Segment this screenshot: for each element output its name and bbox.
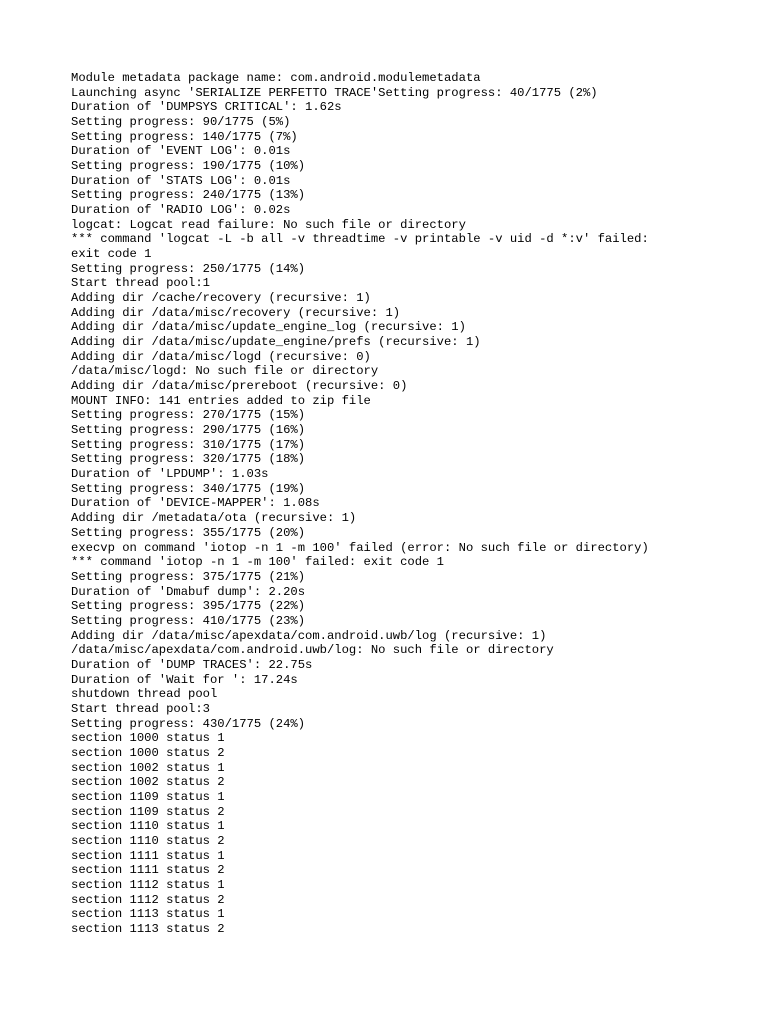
log-line: Duration of 'RADIO LOG': 0.02s xyxy=(71,203,291,218)
log-line: Duration of 'Wait for ': 17.24s xyxy=(71,672,298,687)
log-line: Launching async 'SERIALIZE PERFETTO TRACE'Setting progress: 40/1775 (2%) xyxy=(71,85,598,100)
log-line: Setting progress: 190/1775 (10%) xyxy=(71,159,306,174)
log-line: section 1000 status 1 xyxy=(71,731,225,746)
log-line: Setting progress: 270/1775 (15%) xyxy=(71,408,306,423)
log-line: Setting progress: 240/1775 (13%) xyxy=(71,188,306,203)
log-line: Adding dir /data/misc/recovery (recursive: 1) xyxy=(71,305,401,320)
log-line: /data/misc/logd: No such file or directory xyxy=(71,364,379,379)
log-line: MOUNT INFO: 141 entries added to zip file xyxy=(71,393,371,408)
log-line: section 1000 status 2 xyxy=(71,745,225,760)
log-line: section 1112 status 1 xyxy=(71,877,225,892)
log-line: section 1111 status 1 xyxy=(71,848,225,863)
log-line: section 1110 status 2 xyxy=(71,833,225,848)
log-line: section 1002 status 2 xyxy=(71,775,225,790)
log-line: Duration of 'DUMP TRACES': 22.75s xyxy=(71,657,313,672)
log-line: Duration of 'Dmabuf dump': 2.20s xyxy=(71,584,306,599)
log-line: Adding dir /cache/recovery (recursive: 1) xyxy=(71,291,371,306)
log-line: Setting progress: 320/1775 (18%) xyxy=(71,452,306,467)
log-line: section 1112 status 2 xyxy=(71,892,225,907)
log-line: section 1111 status 2 xyxy=(71,863,225,878)
log-line: exit code 1 xyxy=(71,247,152,262)
log-line: *** command 'logcat -L -b all -v threadtime -v printable -v uid -d *:v' failed: xyxy=(71,232,649,247)
log-line: Duration of 'DUMPSYS CRITICAL': 1.62s xyxy=(71,100,342,115)
log-line: shutdown thread pool xyxy=(71,687,218,702)
log-line: section 1109 status 1 xyxy=(71,789,225,804)
log-line: section 1109 status 2 xyxy=(71,804,225,819)
log-line: Duration of 'LPDUMP': 1.03s xyxy=(71,467,269,482)
log-line: section 1113 status 1 xyxy=(71,907,225,922)
log-line: Adding dir /data/misc/prereboot (recursive: 0) xyxy=(71,379,408,394)
log-line: Adding dir /metadata/ota (recursive: 1) xyxy=(71,511,357,526)
log-line: *** command 'iotop -n 1 -m 100' failed: exit code 1 xyxy=(71,555,444,570)
log-line: Setting progress: 90/1775 (5%) xyxy=(71,115,291,130)
log-line: Duration of 'EVENT LOG': 0.01s xyxy=(71,144,291,159)
log-line: Setting progress: 290/1775 (16%) xyxy=(71,423,306,438)
log-line: Adding dir /data/misc/logd (recursive: 0) xyxy=(71,349,371,364)
log-line: Start thread pool:3 xyxy=(71,701,210,716)
log-line: Setting progress: 430/1775 (24%) xyxy=(71,716,306,731)
log-line: execvp on command 'iotop -n 1 -m 100' failed (error: No such file or directory) xyxy=(71,540,649,555)
log-line: /data/misc/apexdata/com.android.uwb/log: No such file or directory xyxy=(71,643,554,658)
log-line: Setting progress: 410/1775 (23%) xyxy=(71,613,306,628)
log-line: Adding dir /data/misc/apexdata/com.android.uwb/log (recursive: 1) xyxy=(71,628,547,643)
log-line: Setting progress: 355/1775 (20%) xyxy=(71,525,306,540)
log-line: section 1110 status 1 xyxy=(71,819,225,834)
log-line: section 1113 status 2 xyxy=(71,921,225,936)
log-line: section 1002 status 1 xyxy=(71,760,225,775)
log-line: Adding dir /data/misc/update_engine_log (recursive: 1) xyxy=(71,320,466,335)
log-line: Module metadata package name: com.android.modulemetadata xyxy=(71,71,481,85)
log-line: Setting progress: 375/1775 (21%) xyxy=(71,569,306,584)
log-line: Setting progress: 340/1775 (19%) xyxy=(71,481,306,496)
log-output xyxy=(71,71,748,937)
log-line: Setting progress: 250/1775 (14%) xyxy=(71,261,306,276)
log-line: Duration of 'STATS LOG': 0.01s xyxy=(71,173,291,188)
log-line: Start thread pool:1 xyxy=(71,276,210,291)
log-line: Setting progress: 140/1775 (7%) xyxy=(71,129,298,144)
log-line: Adding dir /data/misc/update_engine/prefs (recursive: 1) xyxy=(71,335,481,350)
log-line: Duration of 'DEVICE-MAPPER': 1.08s xyxy=(71,496,320,511)
log-line: Setting progress: 310/1775 (17%) xyxy=(71,437,306,452)
log-line: Setting progress: 395/1775 (22%) xyxy=(71,599,306,614)
log-line: logcat: Logcat read failure: No such file or directory xyxy=(71,217,466,232)
